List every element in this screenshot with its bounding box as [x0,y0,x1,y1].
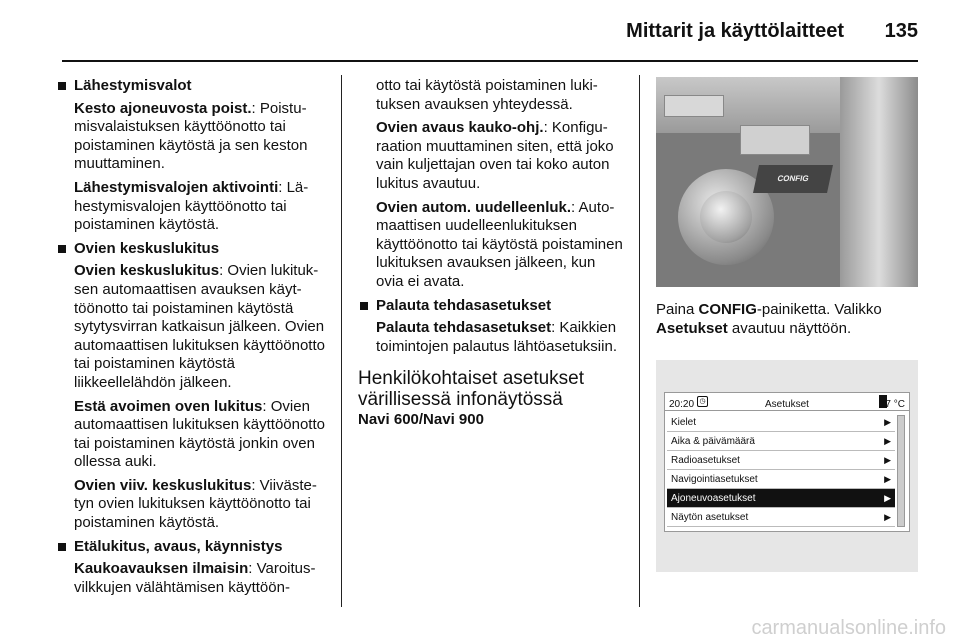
item-heading-approach-lights: Lähestymisvalot [56,77,328,96]
menu-item: Aika & päivämäärä ▶ [667,432,895,451]
bullet-square-icon [58,82,66,90]
watermark: carmanualsonline.info [751,617,946,639]
header-title: Mittarit ja käyttölaitteet [626,20,844,42]
paragraph: Kesto ajoneuvosta poist.: Poistumisvalaistuksen käyttöönotto tai poistaminen käytöstä ja sen keston muuttaminen. [74,99,308,173]
config-button-label: CONFIG [753,165,833,193]
screen-status-bar [665,393,909,411]
screen-time: 20:20 [669,399,695,411]
paragraph: Estä avoimen oven lukitus: Ovien automaattisen lukituksen käyttöönotto tai poistaminen käytöstä jonkin oven ollessa auki. [74,397,325,471]
paragraph: Ovien avaus kauko-ohj.: Konfiguraation muuttaminen siten, että joko vain kuljettajan oven tai koko auton lukitus avautuu. [376,119,614,192]
paragraph: Ovien viiv. keskuslukitus: Viivästetyn ovien lukituksen käyttöönotto tai poistaminen käytöstä. [74,476,317,532]
arrow-right-icon: ▶ [884,474,891,485]
item-heading-remote-locking: Etälukitus, avaus, käynnistys [56,538,328,557]
column-divider-1 [341,75,342,607]
column-divider-2 [639,75,640,607]
page-header [62,14,918,50]
item-heading-central-locking: Ovien keskuslukitus [56,240,328,259]
menu-item: Radioasetukset ▶ [667,451,895,470]
section-subheading: Navi 600/Navi 900 [358,411,484,429]
screen-temperature: 17 °C [879,399,905,411]
page-number: 135 [884,20,918,42]
screen-menu [667,413,895,527]
menu-item: Näytön asetukset ▶ [667,508,895,527]
arrow-right-icon: ▶ [884,417,891,428]
photo-side-trim [840,77,918,287]
bullet-square-icon [58,245,66,253]
paragraph: Palauta tehdasasetukset: Kaikkien toimintojen palautus lähtöasetuksiin. [376,319,617,355]
column-1 [56,77,328,602]
arrow-right-icon: ▶ [884,512,891,523]
paragraph: Lähestymisvalojen aktivointi: Lähestymisvalojen käyttöönotto tai poistaminen käytöstä. [74,178,309,234]
screen-display [664,392,910,532]
column-3 [656,77,922,572]
section-heading: Henkilökohtaiset asetukset värillisessä infonäytössä [358,368,585,411]
header-rule [62,60,918,62]
menu-item: Navigointiasetukset ▶ [667,470,895,489]
column-2 [358,77,624,430]
photo-button [740,125,810,155]
paragraph: Kaukoavauksen ilmaisin: Varoitusvilkkujen välähtämisen käyttöön- [74,560,316,596]
screen-title: Asetukset [765,399,809,411]
menu-item: Kielet ▶ [667,413,895,432]
paragraph: otto tai käytöstä poistaminen lukituksen avauksen yhteydessä. [376,77,598,113]
arrow-right-icon: ▶ [884,436,891,447]
paragraph: Ovien keskuslukitus: Ovien lukituksen automaattisen avauksen käyttöönotto tai poistaminen käytöstä sytytysvirran katkaisun jälkeen. Ovien automaattisen lukituksen käyttöönotto tai poistaminen käytöstä liikkeellelähdön jälkeen. [74,262,325,391]
photo-caption: Paina CONFIG-painiketta. Valikko Asetukset avautuu näyttöön. [656,301,882,337]
photo-knob-inner [700,191,752,243]
menu-item-selected: Ajoneuvoasetukset ▶ [667,489,895,508]
clock-icon: ◷ [697,396,708,407]
paragraph: Ovien autom. uudelleenluk.: Automaattisen uudelleenlukituksen käyttöönotto tai käytöstä poistaminen lukituksen avauksen jälkeen, kun ovia ei avata. [376,198,623,290]
config-button-photo [656,77,918,287]
bullet-square-icon [360,302,368,310]
screen-scrollbar [897,415,905,527]
arrow-right-icon: ▶ [884,455,891,466]
scrollbar-thumb [898,416,904,526]
arrow-right-icon: ▶ [884,493,891,504]
bullet-square-icon [58,543,66,551]
photo-button [664,95,724,117]
settings-screen-image [656,360,918,572]
item-heading-factory-reset: Palauta tehdasasetukset [358,297,624,316]
